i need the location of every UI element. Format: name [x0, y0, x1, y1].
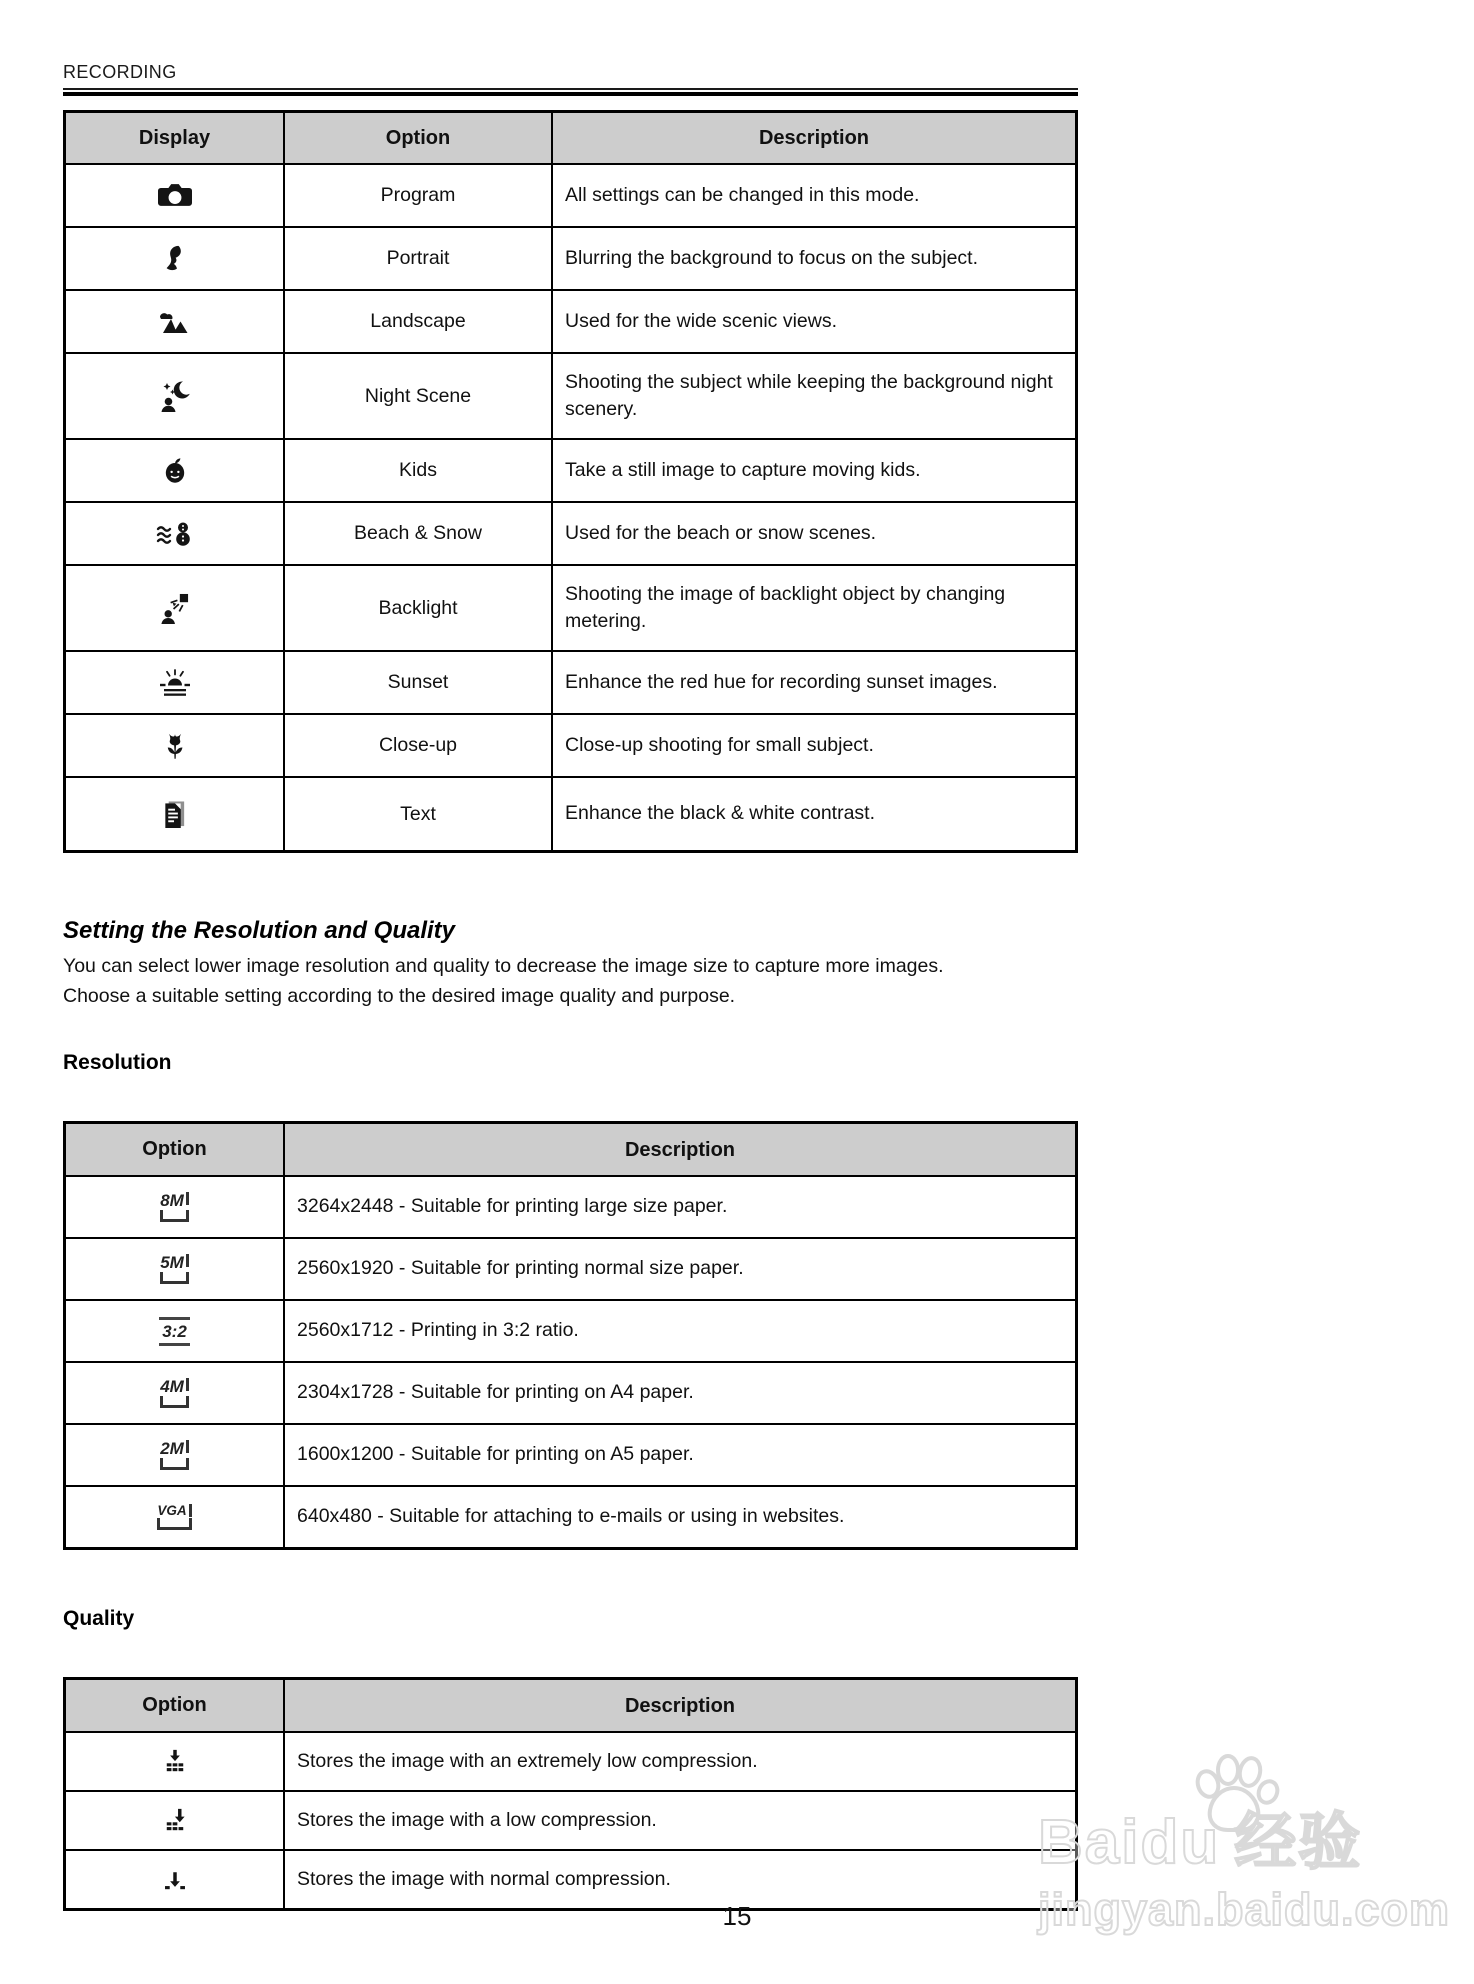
sunset-icon	[157, 668, 193, 697]
col-header-option: Option	[285, 113, 553, 163]
quality-description: Stores the image with normal compression.	[297, 1867, 671, 1890]
resolution-table	[63, 1121, 1078, 1550]
page-number: 15	[722, 1901, 752, 1931]
option-description: Blurring the background to focus on the subject.	[565, 246, 979, 269]
backlight-icon	[159, 592, 190, 625]
table-row-landscape	[66, 291, 1075, 354]
resolution-3-2-icon: 3:2	[159, 1317, 190, 1346]
header-rule-thick	[63, 92, 1078, 96]
option-description: Close-up shooting for small subject.	[565, 733, 874, 756]
resolution-4m-icon: 4M	[160, 1378, 189, 1408]
table-row-text	[66, 778, 1075, 850]
portrait-icon	[161, 244, 189, 274]
table-row-vga	[66, 1487, 1075, 1547]
table-row-backlight	[66, 566, 1075, 652]
close-up-icon	[161, 731, 189, 761]
table-row-portrait	[66, 228, 1075, 291]
landscape-icon	[157, 308, 193, 335]
resolution-description: 2560x1920 - Suitable for printing normal size paper.	[297, 1257, 744, 1280]
resolution-8m-icon: 8M	[160, 1192, 189, 1222]
col-header-option: Option	[66, 1124, 285, 1175]
watermark-url: jingyan.baidu.com	[1038, 1884, 1451, 1935]
option-label: Text	[285, 778, 553, 850]
table-row-quality-fine	[66, 1733, 1075, 1792]
header-rule-thin	[63, 88, 1078, 90]
table-row-night-scene	[66, 354, 1075, 440]
table-row-close-up	[66, 715, 1075, 778]
quality-heading: Quality	[63, 1607, 135, 1630]
quality-normal-icon	[161, 1867, 189, 1893]
resolution-5m-icon: 5M	[160, 1254, 189, 1284]
baidu-paw-icon	[1186, 1754, 1282, 1847]
col-header-display: Display	[66, 113, 285, 163]
section-intro-line1: You can select lower image resolution and quality to decrease the image size to capture more images.	[63, 955, 944, 977]
resolution-vga-icon: VGA	[157, 1504, 191, 1531]
col-header-description: Description	[758, 127, 870, 149]
resolution-table-header-row	[66, 1124, 1075, 1177]
scene-mode-table	[63, 110, 1078, 853]
section-intro	[63, 951, 1078, 1011]
table-row-8m	[66, 1177, 1075, 1239]
quality-fine-icon	[161, 1749, 189, 1775]
resolution-description: 640x480 - Suitable for attaching to e-mails or using in websites.	[297, 1505, 845, 1528]
watermark-brand: Baidu 经验	[1038, 1808, 1363, 1877]
table-row-beach-snow	[66, 503, 1075, 566]
option-label: Sunset	[285, 652, 553, 713]
option-description: All settings can be changed in this mode.	[565, 183, 920, 206]
option-description: Enhance the black & white contrast.	[565, 802, 876, 825]
table-row-4m	[66, 1363, 1075, 1425]
option-description: Shooting the image of backlight object by changing metering.	[565, 582, 1006, 632]
resolution-description: 2560x1712 - Printing in 3:2 ratio.	[297, 1319, 579, 1342]
section-intro-line2: Choose a suitable setting according to the desired image quality and purpose.	[63, 985, 736, 1007]
quality-description: Stores the image with a low compression.	[297, 1808, 657, 1831]
table-row-sunset	[66, 652, 1075, 715]
camera-icon	[158, 182, 192, 209]
table-row-quality-normal	[66, 1851, 1075, 1908]
resolution-description: 2304x1728 - Suitable for printing on A4 paper.	[297, 1381, 694, 1404]
option-label: Kids	[285, 440, 553, 501]
resolution-description: 3264x2448 - Suitable for printing large size paper.	[297, 1195, 728, 1218]
scene-table-header-row	[66, 113, 1075, 165]
table-row-kids	[66, 440, 1075, 503]
option-label: Close-up	[285, 715, 553, 776]
col-header-option: Option	[66, 1680, 285, 1731]
option-label: Portrait	[285, 228, 553, 289]
option-label: Program	[285, 165, 553, 226]
col-header-description: Description	[624, 1138, 736, 1161]
option-label: Landscape	[285, 291, 553, 352]
option-label: Night Scene	[285, 354, 553, 438]
quality-standard-icon	[161, 1808, 189, 1834]
resolution-2m-icon: 2M	[160, 1440, 189, 1470]
option-description: Enhance the red hue for recording sunset images.	[565, 670, 998, 693]
option-description: Used for the beach or snow scenes.	[565, 521, 877, 544]
resolution-heading: Resolution	[63, 1051, 172, 1074]
col-header-description: Description	[624, 1694, 736, 1717]
page-header: RECORDING	[63, 62, 177, 82]
option-description: Used for the wide scenic views.	[565, 309, 838, 332]
section-title: Setting the Resolution and Quality	[63, 917, 456, 944]
resolution-description: 1600x1200 - Suitable for printing on A5 paper.	[297, 1443, 694, 1466]
quality-table	[63, 1677, 1078, 1911]
quality-table-header-row	[66, 1680, 1075, 1733]
kids-icon	[160, 455, 190, 486]
text-mode-icon	[161, 799, 188, 830]
table-row-2m	[66, 1425, 1075, 1487]
night-scene-icon	[159, 380, 191, 413]
option-description: Take a still image to capture moving kids.	[565, 458, 921, 481]
option-description: Shooting the subject while keeping the background night scenery.	[565, 370, 1053, 420]
quality-description: Stores the image with an extremely low compression.	[297, 1749, 758, 1772]
option-label: Backlight	[285, 566, 553, 650]
option-label: Beach & Snow	[285, 503, 553, 564]
beach-snow-icon	[156, 518, 193, 549]
table-row-3-2	[66, 1301, 1075, 1363]
table-row-5m	[66, 1239, 1075, 1301]
table-row-quality-standard	[66, 1792, 1075, 1851]
table-row-program	[66, 165, 1075, 228]
